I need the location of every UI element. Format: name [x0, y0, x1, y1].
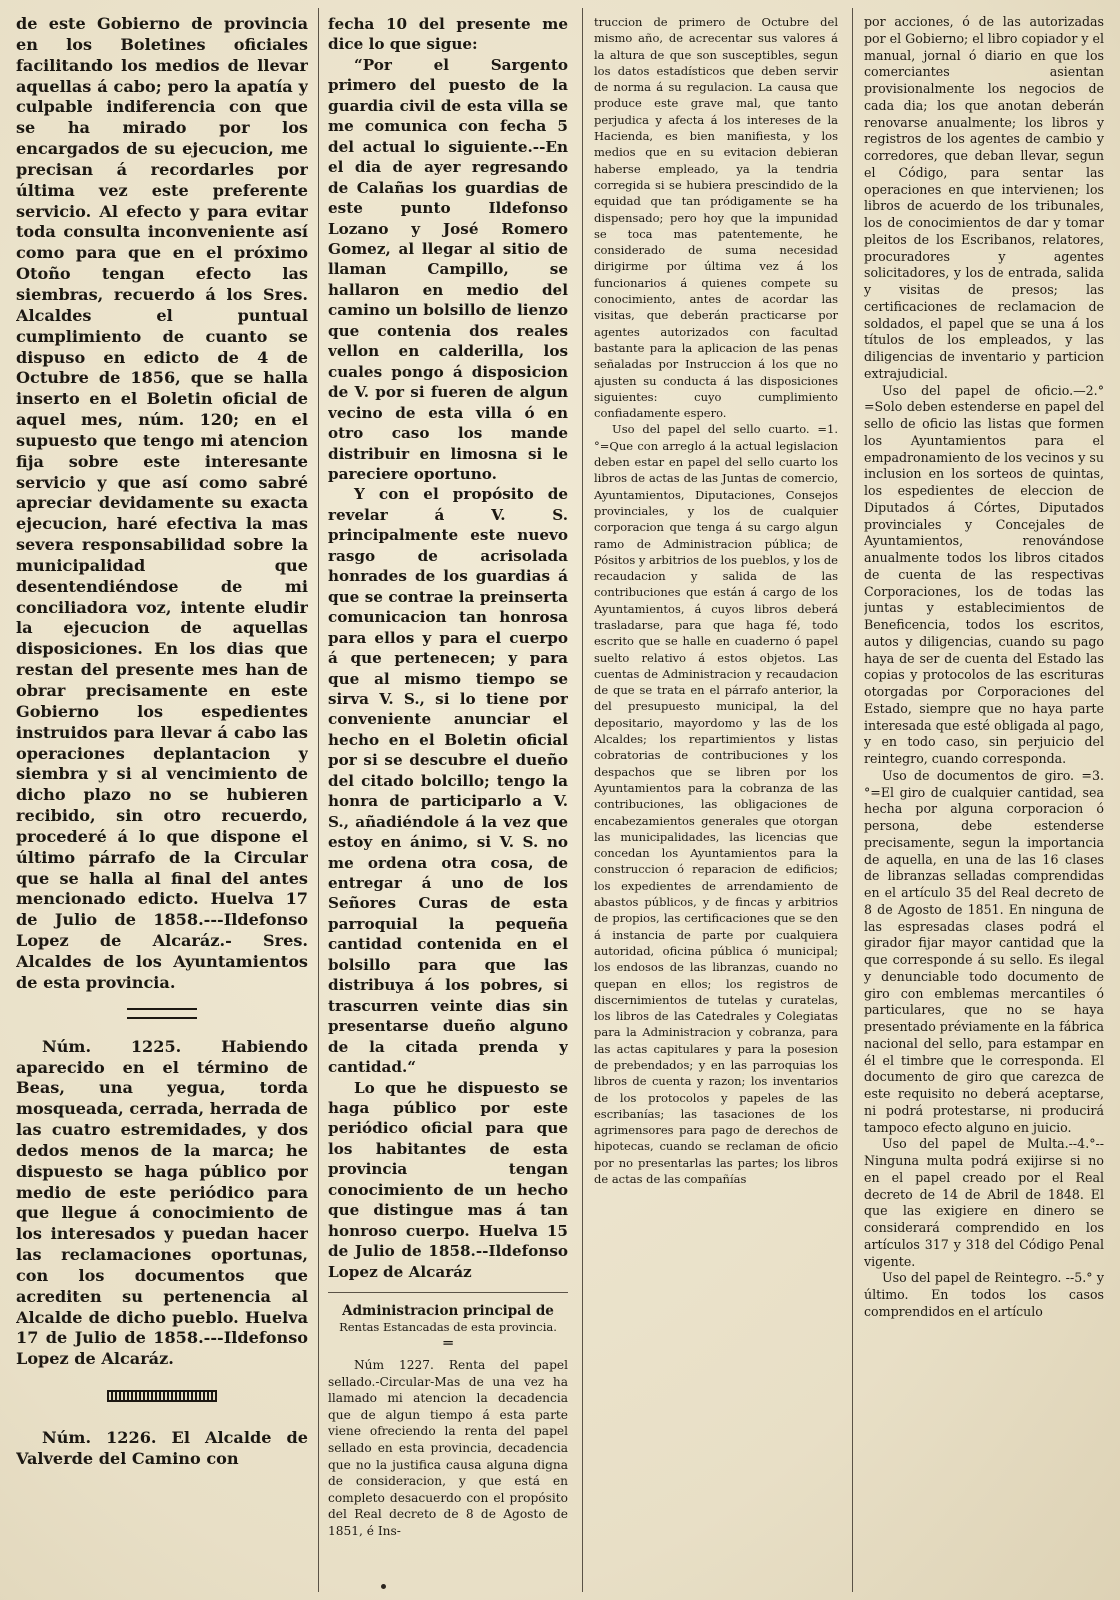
column-3 [594, 14, 838, 1594]
separator-ornament [107, 1390, 217, 1402]
col4-paragraph-1: por acciones, ó de las autorizadas por el Gobierno; el libro copiador y el manual, jornal ó diario en que los comerciantes asientan provisionalmente los negocios de cada dia; los que anotan deberán renovarse anualmente; los libros y registros de los agentes de cambio y corredores, que deban llevar, segun el Código, para sentar las operaciones en que intervienen; los libros de acuerdo de los tribunales, los de conocimientos de dar y tomar pleitos de los Escribanos, relatores, procuradores y agentes solicitadores, y los de entrada, salida y visitas de presos; las certificaciones de reclamacion de soldados, el papel que se una á los títulos de los empleados, y las diligencias de inventario y particion extrajudicial. [864, 14, 1104, 381]
section-heading-subtitle: Rentas Estancadas de esta provincia. [339, 1320, 557, 1335]
quoted-communication: “Por el Sargento primero del puesto de la guardia civil de esta villa se me comunica con fecha 5 del actual lo siguiente.--En el dia de ayer regresando de Calañas los guardias de este punto Ildefonso Lozano y José Romero Gomez, al llegar al sitio de llaman Campillo, se hallaron en medio del camino un bolsillo de lienzo que contenia dos reales vellon en calderilla, los cuales pongo á disposicion de V. por si fueren de algun vecino de esta villa ó en otro caso los mande distribuir en limosna si le pareciere oportuno. [328, 55, 568, 483]
section-heading-title: Administracion principal de [342, 1303, 554, 1320]
col2-paragraph-3: Y con el propósito de revelar á V. S. principalmente este nuevo rasgo de acrisolada honrades de los guardias á que se contrae la preinserta comunicacion tan honrosa para ellos y para el cuerpo á que pertenecen; y para que al mismo tiempo se sirva V. S., si lo tiene por conveniente anunciar el hecho en el Boletin oficial por si se descubre el dueño del citado bolcillo; tengo la honra de participarlo a V. S., añadiéndole á la vez que estoy en ánimo, si V. S. no me ordena otra cosa, de entregar á uno de los Señores Curas de esta parroquial la pequeña cantidad contenida en el bolsillo para que las distribuya á los pobres, si trascurren veinte dias sin presentarse dueño alguno de la citada prenda y cantidad.“ [328, 485, 568, 1077]
column-rule-3 [852, 8, 853, 1592]
papel-multa-section: Uso del papel de Multa.--4.°-- Ninguna multa podrá exijirse si no en el papel creado por el Real decreto de 14 de Abril de 1848. El que las exigiere en dinero se considerará comprendido en los artículos 317 y 318 del Código Penal vigente. [864, 1136, 1104, 1269]
col2-paragraph-1: fecha 10 del presente me dice lo que sigue: [328, 15, 568, 54]
column-rule-2 [582, 8, 583, 1592]
documentos-giro-section: Uso de documentos de giro. =3.°=El giro de cualquier cantidad, sea hecha por alguna corporacion ó persona, debe estenderse precisamente, segun la importancia de aquella, en una de las 16 clases de libranzas selladas comprendidas en el artículo 35 del Real decreto de 8 de Agosto de 1851. En ninguna de las espresadas clases podrá el girador fijar mayor cantidad que la que corresponde á su sello. Es ilegal y denunciable todo documento de giro con emblemas mercantiles ó particulares, que no se haya presentado préviamente en la fábrica nacional del sello, para estampar en él el timbre que le corresponda. El documento de giro que carezca de este requisito no deberá aceptarse, ni podrá protestarse, ni producirá tampoco efecto alguno en juicio. [864, 767, 1104, 1135]
papel-reintegro-section: Uso del papel de Reintegro. --5.° y último. En todos los casos comprendidos en el artículo [864, 1270, 1104, 1319]
col3-paragraph-1: truccion de primero de Octubre del mismo año, de acrecentar sus valores á la altura de que son susceptibles, segun los datos estadísticos que deben servir de norma á su regulacion. La causa que produce este grave mal, que tanto perjudica y afecta á los intereses de la Hacienda, es bien manifiesta, y los medios que en su evitacion debieran haberse empleado, ya la tendria corregida si se hubiera prescindido de la equidad que tan pródigamente se ha dispensado; pero hoy que la impunidad se toca mas patentemente, he considerado de suma necesidad dirigirme por última vez á los funcionarios á quienes compete su conocimiento, antes de acordar las visitas, que deberán practicarse por agentes autorizados con facultad bastante para la aplicacion de las penas señaladas por Instruccion á los que no ajusten su conducta á las disposiciones siguientes: cuyo cumplimiento confiadamente espero. [594, 15, 838, 421]
notice-1226-start: Núm. 1226. El Alcalde de Valverde del Camino con [16, 1428, 308, 1468]
notice-1227: Núm 1227. Renta del papel sellado.-Circular-Mas de una vez ha llamado mi atencion la decadencia que de algun tiempo á esta parte viene ofreciendo la renta del papel sellado en esta provincia, decadencia que no la justifica causa alguna digna de consideracion, y que está en completo desacuerdo con el propósito del Real decreto de 8 de Agosto de 1851, é Ins- [328, 1358, 568, 1539]
col2-paragraph-4: Lo que he dispuesto se haga público por este periódico oficial para que los habitantes de esta provincia tengan conocimiento de un hecho que distingue mas á tan honroso cuerpo. Huelva 15 de Julio de 1858.--Ildefonso Lopez de Alcaráz [328, 1078, 568, 1281]
section-heading [328, 1292, 568, 1353]
notice-1225: Núm. 1225. Habiendo aparecido en el término de Beas, una yegua, torda mosqueada, cerrada, herrada de las cuatro estremidades, y dos dedos menos de la marca; he dispuesto se haga público por medio de este periódico para que llegue á conocimiento de los interesados y puedan hacer las reclamaciones oportunas, con los documentos que acrediten su pertenencia al Alcalde de dicho pueblo. Huelva 17 de Julio de 1858.---Ildefonso Lopez de Alcaráz. [16, 1036, 308, 1369]
column-1 [16, 14, 308, 1594]
separator-ornament [127, 1008, 197, 1019]
col1-paragraph-1: de este Gobierno de provincia en los Boletines oficiales facilitando los medios de llevar aquellas á cabo; pero la apatía y culpable indiferencia con que se ha mirado por los encargados de su ejecucion, me precisan á recordarles por última vez este preferente servicio. Al efecto y para evitar toda consulta inconveniente así como para que en el próximo Otoño tengan efecto las siembras, recuerdo á los Sres. Alcaldes el puntual cumplimiento de cuanto se dispuso en edicto de 4 de Octubre de 1856, que se halla inserto en el Boletin oficial de aquel mes, núm. 120; en el supuesto que tengo mi atencion fija sobre este interesante servicio y que así como sabré apreciar devidamente su exacta ejecucion, haré efectiva la mas severa responsabilidad sobre la municipalidad que desentendiéndose de mi conciliadora voz, intente eludir la ejecucion de aquellas disposiciones. En los dias que restan del presente mes han de obrar precisamente en este Gobierno los espedientes instruidos para llevar á cabo las operaciones deplantacion y siembra y si al vencimiento de dicho plazo no se hubieren recibido, sin otro recuerdo, procederé á lo que dispone el último párrafo de la Circular que se halla al final del antes mencionado edicto. Huelva 17 de Julio de 1858.---Ildefonso Lopez de Alcaráz.- Sres. Alcaldes de los Ayuntamientos de esta provincia. [16, 14, 308, 992]
column-4 [864, 14, 1104, 1594]
column-rule-1 [318, 8, 319, 1592]
heading-separator: ═ [443, 1334, 453, 1353]
papel-oficio-section: Uso del papel de oficio.—2.° =Solo deben estenderse en papel del sello de oficio las listas que formen los Ayuntamientos para el empadronamiento de los vecinos y su inclusion en los sorteos de quintas, los espedientes de eleccion de Diputados á Córtes, Diputados provinciales y Concejales de Ayuntamientos, renovándose anualmente todos los libros citados de cuenta de las respectivas Corporaciones, los de todas las juntas y establecimientos de Beneficencia, todos los escritos, autos y diligencias, cuando su pago haya de ser de cuenta del Estado las copias y protocolos de las escrituras otorgadas por Corporaciones del Estado, siempre que no haya parte interesada que esté obligada al pago, y en todo caso, sin perjuicio del reintegro, cuando corresponda. [864, 382, 1104, 766]
column-2 [328, 14, 568, 1594]
sello-cuarto-section: Uso del papel del sello cuarto. =1.°=Que con arreglo á la actual legislacion deben estar en papel del sello cuarto los libros de actas de las Juntas de comercio, Ayuntamientos, Diputaciones, Consejos provinciales, y los de cualquier corporacion que tenga á su cargo algun ramo de Administracion pública; de Pósitos y arbitrios de los pueblos, y los de recaudacion y salida de las contribuciones que están á cargo de los Ayuntamientos, á cuyos libros deberá trasladarse, para que haga fé, todo escrito que se halle en cuaderno ó papel suelto relativo á estos objetos. Las cuentas de Administracion y recaudacion de que se trata en el párrafo anterior, la del presupuesto municipal, la del depositario, mayordomo y las de los Alcaldes; los repartimientos y listas cobratorias de contribuciones y los despachos que se libren por los Ayuntamientos para la cobranza de las contribuciones, las obligaciones de encabezamientos generales que otorgan las municipalidades, las licencias que concedan los Ayuntamientos para la construccion ó reparacion de edificios; los expedientes de arrendamiento de abastos públicos, y de fincas y arbitrios de propios, las certificaciones que se den á instancia de parte por cualquiera autoridad, oficina pública ó municipal; los endosos de las libranzas, cuando no quepan en ellos; los registros de discernimientos de tutelas y curatelas, los libros de las Catedrales y Colegiatas para la Administracion y cobranza, para las actas capitulares y para la posesion de prebendados; y en las parroquias los libros de cuenta y razon; los inventarios de los protocolos y papeles de las escribanías; las tasaciones de los agrimensores para pago de derechos de hipotecas, cuando se reclaman de oficio por no presentarlas las partes; los libros de actas de las compañías [594, 422, 838, 1187]
page-speck [381, 1584, 386, 1589]
